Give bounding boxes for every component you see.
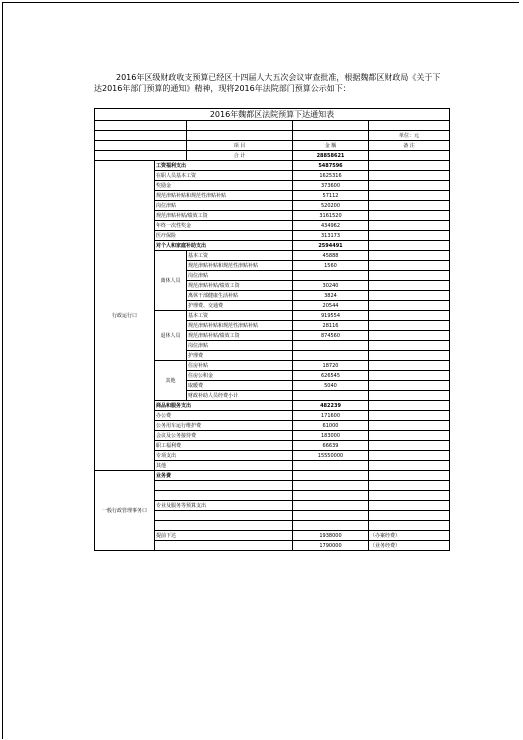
subgroup-label: 退休人员 (155, 311, 187, 361)
table-cell (369, 261, 450, 271)
row-label: 基本工资 (187, 251, 293, 261)
table-cell (369, 381, 450, 391)
row-value: 66639 (293, 441, 369, 451)
row-value: 5040 (293, 381, 369, 391)
row-value: 3824 (293, 291, 369, 301)
table-cell (369, 451, 450, 461)
table-cell (369, 301, 450, 311)
table-title: 2016年魏都区法院预算下达通知表 (95, 109, 450, 121)
table-cell (95, 141, 187, 151)
row-label: 护理费、交通费 (187, 301, 293, 311)
row-value: 30240 (293, 281, 369, 291)
budget-table (94, 108, 450, 551)
row-value: 1560 (293, 261, 369, 271)
row-label: 岗位津贴 (155, 201, 293, 211)
row-label: 会议及公务接待费 (155, 431, 293, 441)
title-row (95, 109, 450, 121)
table-cell (369, 201, 450, 211)
row-value (293, 461, 369, 471)
row-label (155, 491, 293, 501)
row-value: 373600 (293, 181, 369, 191)
row-label: 在职人员基本工资 (155, 171, 293, 181)
row-label: 公务用车运行维护费 (155, 421, 293, 431)
table-cell (369, 401, 450, 411)
row-label: 财政补助人员经费小计 (187, 391, 293, 401)
row-value: 874560 (293, 331, 369, 341)
table-cell (369, 391, 450, 401)
budget-table-body (95, 109, 450, 551)
row-label: 离休干部健康生活补贴 (187, 291, 293, 301)
table-row (95, 471, 450, 481)
row-label (155, 481, 293, 491)
row-label: 职工福利费 (155, 441, 293, 451)
row-label: 规范津贴补贴/绩效工资 (187, 281, 293, 291)
row-value: 626545 (293, 371, 369, 381)
row-value: 183000 (293, 431, 369, 441)
table-cell (95, 151, 187, 161)
row-label: 住房补贴 (187, 361, 293, 371)
table-cell (369, 231, 450, 241)
row-note (369, 501, 450, 511)
row-value: 919554 (293, 311, 369, 321)
section-value: 5487596 (293, 161, 369, 171)
row-label: 办公费 (155, 411, 293, 421)
row-value: 18720 (293, 361, 369, 371)
unit-row (95, 131, 450, 141)
table-cell (369, 361, 450, 371)
row-label: 岗位津贴 (187, 341, 293, 351)
header-note: 备 注 (369, 141, 450, 151)
table-cell (187, 131, 293, 141)
section-label: 商品和服务支出 (155, 401, 293, 411)
table-cell (369, 161, 450, 171)
row-note: （业务经费） (369, 541, 450, 551)
row-label: 专业及服务等预算支出 (155, 501, 293, 511)
row-label: 提前下达 (155, 531, 293, 541)
table-cell (95, 131, 187, 141)
table-cell (369, 281, 450, 291)
table-cell (293, 131, 369, 141)
row-label: 基本工资 (187, 311, 293, 321)
row-value (293, 391, 369, 401)
row-note: （办案经费） (369, 531, 450, 541)
section-label: 对个人和家庭补助支出 (155, 241, 293, 251)
row-value (293, 481, 369, 491)
row-label: 取暖费 (187, 381, 293, 391)
row-label: 业务费 (155, 471, 293, 481)
row-label: 其他 (155, 461, 293, 471)
table-cell (369, 421, 450, 431)
row-label: 岗位津贴 (187, 271, 293, 281)
row-value: 434962 (293, 221, 369, 231)
row-label (155, 541, 293, 551)
row-note (369, 491, 450, 501)
row-note (369, 471, 450, 481)
total-label: 合 计 (187, 151, 293, 161)
row-label: 护理费 (187, 351, 293, 361)
table-cell (369, 271, 450, 281)
row-value (293, 271, 369, 281)
row-label: 规范津贴补贴和规范性津贴补贴 (187, 261, 293, 271)
row-label: 医疗保险 (155, 231, 293, 241)
row-value (293, 491, 369, 501)
table-cell (369, 151, 450, 161)
row-value (293, 501, 369, 511)
row-label: 年终一次性奖金 (155, 221, 293, 231)
row-value (293, 511, 369, 521)
row-note (369, 481, 450, 491)
row-value: 313173 (293, 231, 369, 241)
row-label: 规范津贴补贴和规范性津贴补贴 (187, 321, 293, 331)
table-cell (369, 221, 450, 231)
section-value: 482239 (293, 401, 369, 411)
group-admin-label: 行政运行口 (95, 161, 155, 471)
row-value (293, 471, 369, 481)
row-note (369, 511, 450, 521)
row-value: 171600 (293, 411, 369, 421)
row-label: 专项支出 (155, 451, 293, 461)
table-cell (187, 121, 293, 131)
section-value: 2594491 (293, 241, 369, 251)
row-label: 规范津贴补贴/绩效工资 (187, 331, 293, 341)
total-row (95, 151, 450, 161)
row-value: 3161520 (293, 211, 369, 221)
table-cell (369, 121, 450, 131)
table-cell (369, 321, 450, 331)
row-value: 45888 (293, 251, 369, 261)
row-value: 1938000 (293, 531, 369, 541)
table-cell (369, 341, 450, 351)
table-cell (369, 411, 450, 421)
header-row (95, 141, 450, 151)
row-value: 28116 (293, 321, 369, 331)
table-cell (369, 171, 450, 181)
intro-text: 2016年区级财政收支预算已经区十四届人大五次会议审查批准，根据魏都区财政局《关于下达2016年部门预算的通知》精神，现将2016年法院部门预算公示如下： (94, 73, 441, 93)
table-cell (369, 331, 450, 341)
table-cell (293, 121, 369, 131)
row-value: 61000 (293, 421, 369, 431)
intro-paragraph (94, 72, 448, 94)
total-value: 28858621 (293, 151, 369, 161)
section-label: 工资福利支出 (155, 161, 293, 171)
row-value: 20544 (293, 301, 369, 311)
group-general-label: 一般行政管理事务口 (95, 471, 155, 551)
row-label: 住房公积金 (187, 371, 293, 381)
table-cell (369, 461, 450, 471)
row-label: 奖励金 (155, 181, 293, 191)
header-amount: 金 额 (293, 141, 369, 151)
table-cell (369, 211, 450, 221)
row-label: 规范津贴补贴/绩效工资 (155, 211, 293, 221)
row-label: 规范津贴补贴和规范性津贴补贴 (155, 191, 293, 201)
row-value: 15550000 (293, 451, 369, 461)
row-value: 57112 (293, 191, 369, 201)
table-cell (95, 121, 187, 131)
row-label (155, 511, 293, 521)
table-cell (369, 191, 450, 201)
row-value (293, 341, 369, 351)
header-item: 项 目 (187, 141, 293, 151)
table-cell (369, 431, 450, 441)
table-cell (369, 251, 450, 261)
blank-row (95, 121, 450, 131)
table-cell (369, 371, 450, 381)
section-row (95, 161, 450, 171)
table-cell (369, 311, 450, 321)
table-cell (369, 441, 450, 451)
row-value (293, 351, 369, 361)
table-cell (369, 351, 450, 361)
table-cell (369, 241, 450, 251)
unit-label: 单位：元 (369, 131, 450, 141)
subgroup-label: 其他 (155, 361, 187, 401)
row-value: 1625316 (293, 171, 369, 181)
row-value: 1790000 (293, 541, 369, 551)
row-value (293, 521, 369, 531)
row-value: 520200 (293, 201, 369, 211)
table-cell (369, 291, 450, 301)
row-note (369, 521, 450, 531)
subgroup-label: 离休人员 (155, 251, 187, 311)
row-label (155, 521, 293, 531)
table-cell (369, 181, 450, 191)
